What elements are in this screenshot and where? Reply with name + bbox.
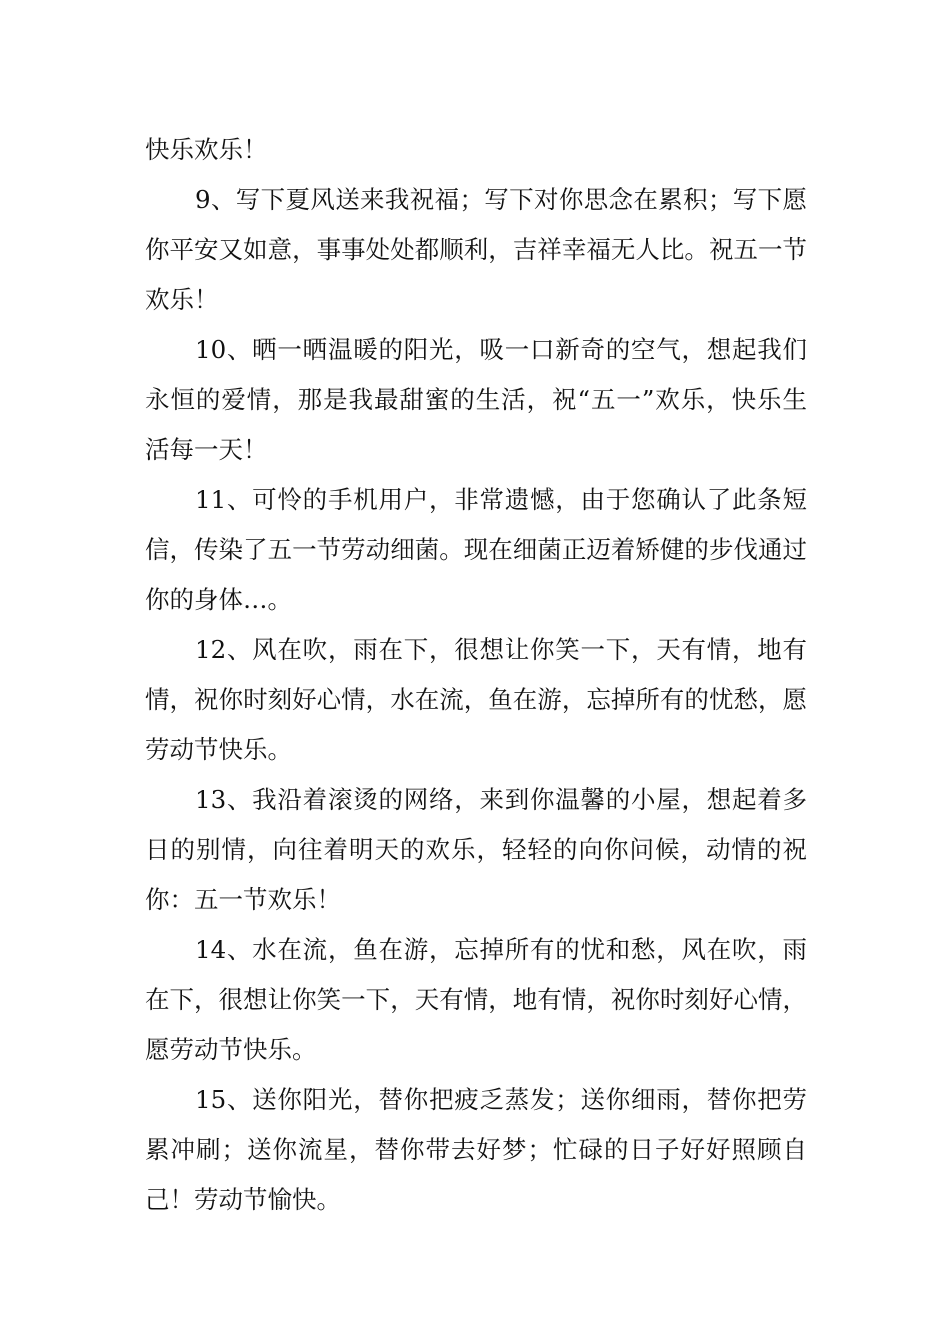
document-body <box>145 125 807 1225</box>
paragraph-item-11: 11、可怜的手机用户，非常遗憾，由于您确认了此条短信，传染了五一节劳动细菌。现在细菌正迈着矫健的步伐通过你的身体…。 <box>145 485 807 614</box>
paragraph-item-14: 14、水在流，鱼在游，忘掉所有的忧和愁，风在吹，雨在下，很想让你笑一下，天有情，地有情，祝你时刻好心情，愿劳动节快乐。 <box>145 935 807 1064</box>
paragraph-item-9: 9、写下夏风送来我祝福；写下对你思念在累积；写下愿你平安又如意，事事处处都顺利，吉祥幸福无人比。祝五一节欢乐！ <box>145 185 807 314</box>
paragraph-item-13: 13、我沿着滚烫的网络，来到你温馨的小屋，想起着多日的别情，向往着明天的欢乐，轻轻的向你问候，动情的祝你：五一节欢乐！ <box>145 785 807 914</box>
paragraph-item-15: 15、送你阳光，替你把疲乏蒸发；送你细雨，替你把劳累冲刷；送你流星，替你带去好梦；忙碌的日子好好照顾自己！劳动节愉快。 <box>145 1085 807 1214</box>
paragraph-item-10: 10、晒一晒温暖的阳光，吸一口新奇的空气，想起我们永恒的爱情，那是我最甜蜜的生活，祝“五一”欢乐，快乐生活每一天！ <box>145 335 807 464</box>
paragraph-item-12: 12、风在吹，雨在下，很想让你笑一下，天有情，地有情，祝你时刻好心情，水在流，鱼在游，忘掉所有的忧愁，愿劳动节快乐。 <box>145 635 807 764</box>
paragraph-continuation: 快乐欢乐！ <box>145 135 268 164</box>
